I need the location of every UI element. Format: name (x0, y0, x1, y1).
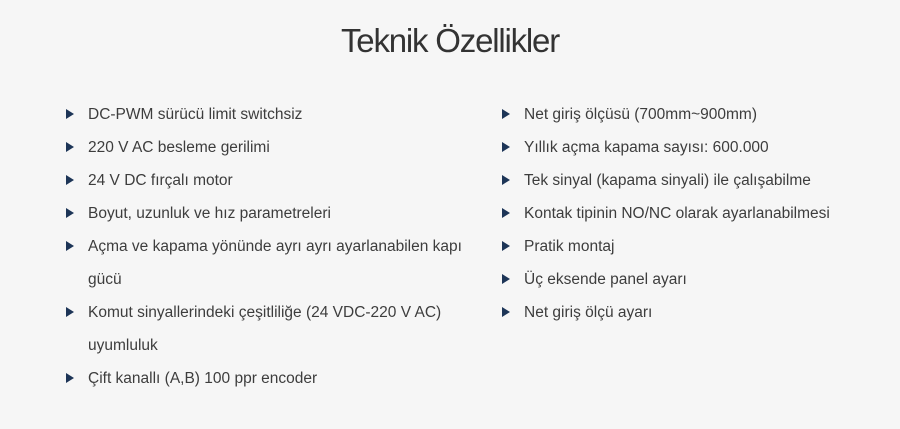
list-item (502, 296, 892, 329)
list-item (66, 296, 466, 362)
list-item (66, 362, 466, 395)
list-item (502, 197, 892, 230)
spec-list-left (66, 98, 466, 395)
list-item-text: Tek sinyal (kapama sinyali) ile çalışabilme (524, 172, 811, 189)
triangle-right-icon (502, 208, 510, 218)
triangle-right-icon (66, 109, 74, 119)
list-item (66, 131, 466, 164)
list-item-text: 24 V DC fırçalı motor (88, 172, 233, 189)
list-item (502, 263, 892, 296)
list-item (502, 131, 892, 164)
list-item-text: DC-PWM sürücü limit switchsiz (88, 106, 303, 123)
triangle-right-icon (66, 142, 74, 152)
triangle-right-icon (66, 241, 74, 251)
triangle-right-icon (502, 142, 510, 152)
triangle-right-icon (66, 208, 74, 218)
triangle-right-icon (66, 307, 74, 317)
list-item-text: Üç eksende panel ayarı (524, 271, 687, 288)
triangle-right-icon (502, 274, 510, 284)
list-item (66, 164, 466, 197)
list-item (502, 98, 892, 131)
triangle-right-icon (66, 373, 74, 383)
list-item (66, 98, 466, 131)
list-item-text: Boyut, uzunluk ve hız parametreleri (88, 205, 331, 222)
list-item-text: Net giriş ölçü ayarı (524, 304, 653, 321)
list-item-text: 220 V AC besleme gerilimi (88, 139, 270, 156)
spec-list-right (502, 98, 892, 329)
page-title: Teknik Özellikler (341, 22, 559, 59)
list-item-text: Net giriş ölçüsü (700mm~900mm) (524, 106, 758, 123)
list-item-text: Kontak tipinin NO/NC olarak ayarlanabilmesi (524, 205, 830, 222)
triangle-right-icon (502, 307, 510, 317)
list-item (502, 164, 892, 197)
triangle-right-icon (502, 175, 510, 185)
triangle-right-icon (502, 109, 510, 119)
list-item-text: Çift kanallı (A,B) 100 ppr encoder (88, 370, 318, 387)
list-item (66, 197, 466, 230)
list-item-text: Komut sinyallerindeki çeşitliliğe (24 VDC-220 V AC) uyumluluk (88, 304, 442, 354)
triangle-right-icon (66, 175, 74, 185)
list-item-text: Pratik montaj (524, 238, 615, 255)
list-item-text: Yıllık açma kapama sayısı: 600.000 (524, 139, 769, 156)
list-item-text: Açma ve kapama yönünde ayrı ayrı ayarlanabilen kapı gücü (88, 238, 462, 288)
list-item (66, 230, 466, 296)
triangle-right-icon (502, 241, 510, 251)
list-item (502, 230, 892, 263)
